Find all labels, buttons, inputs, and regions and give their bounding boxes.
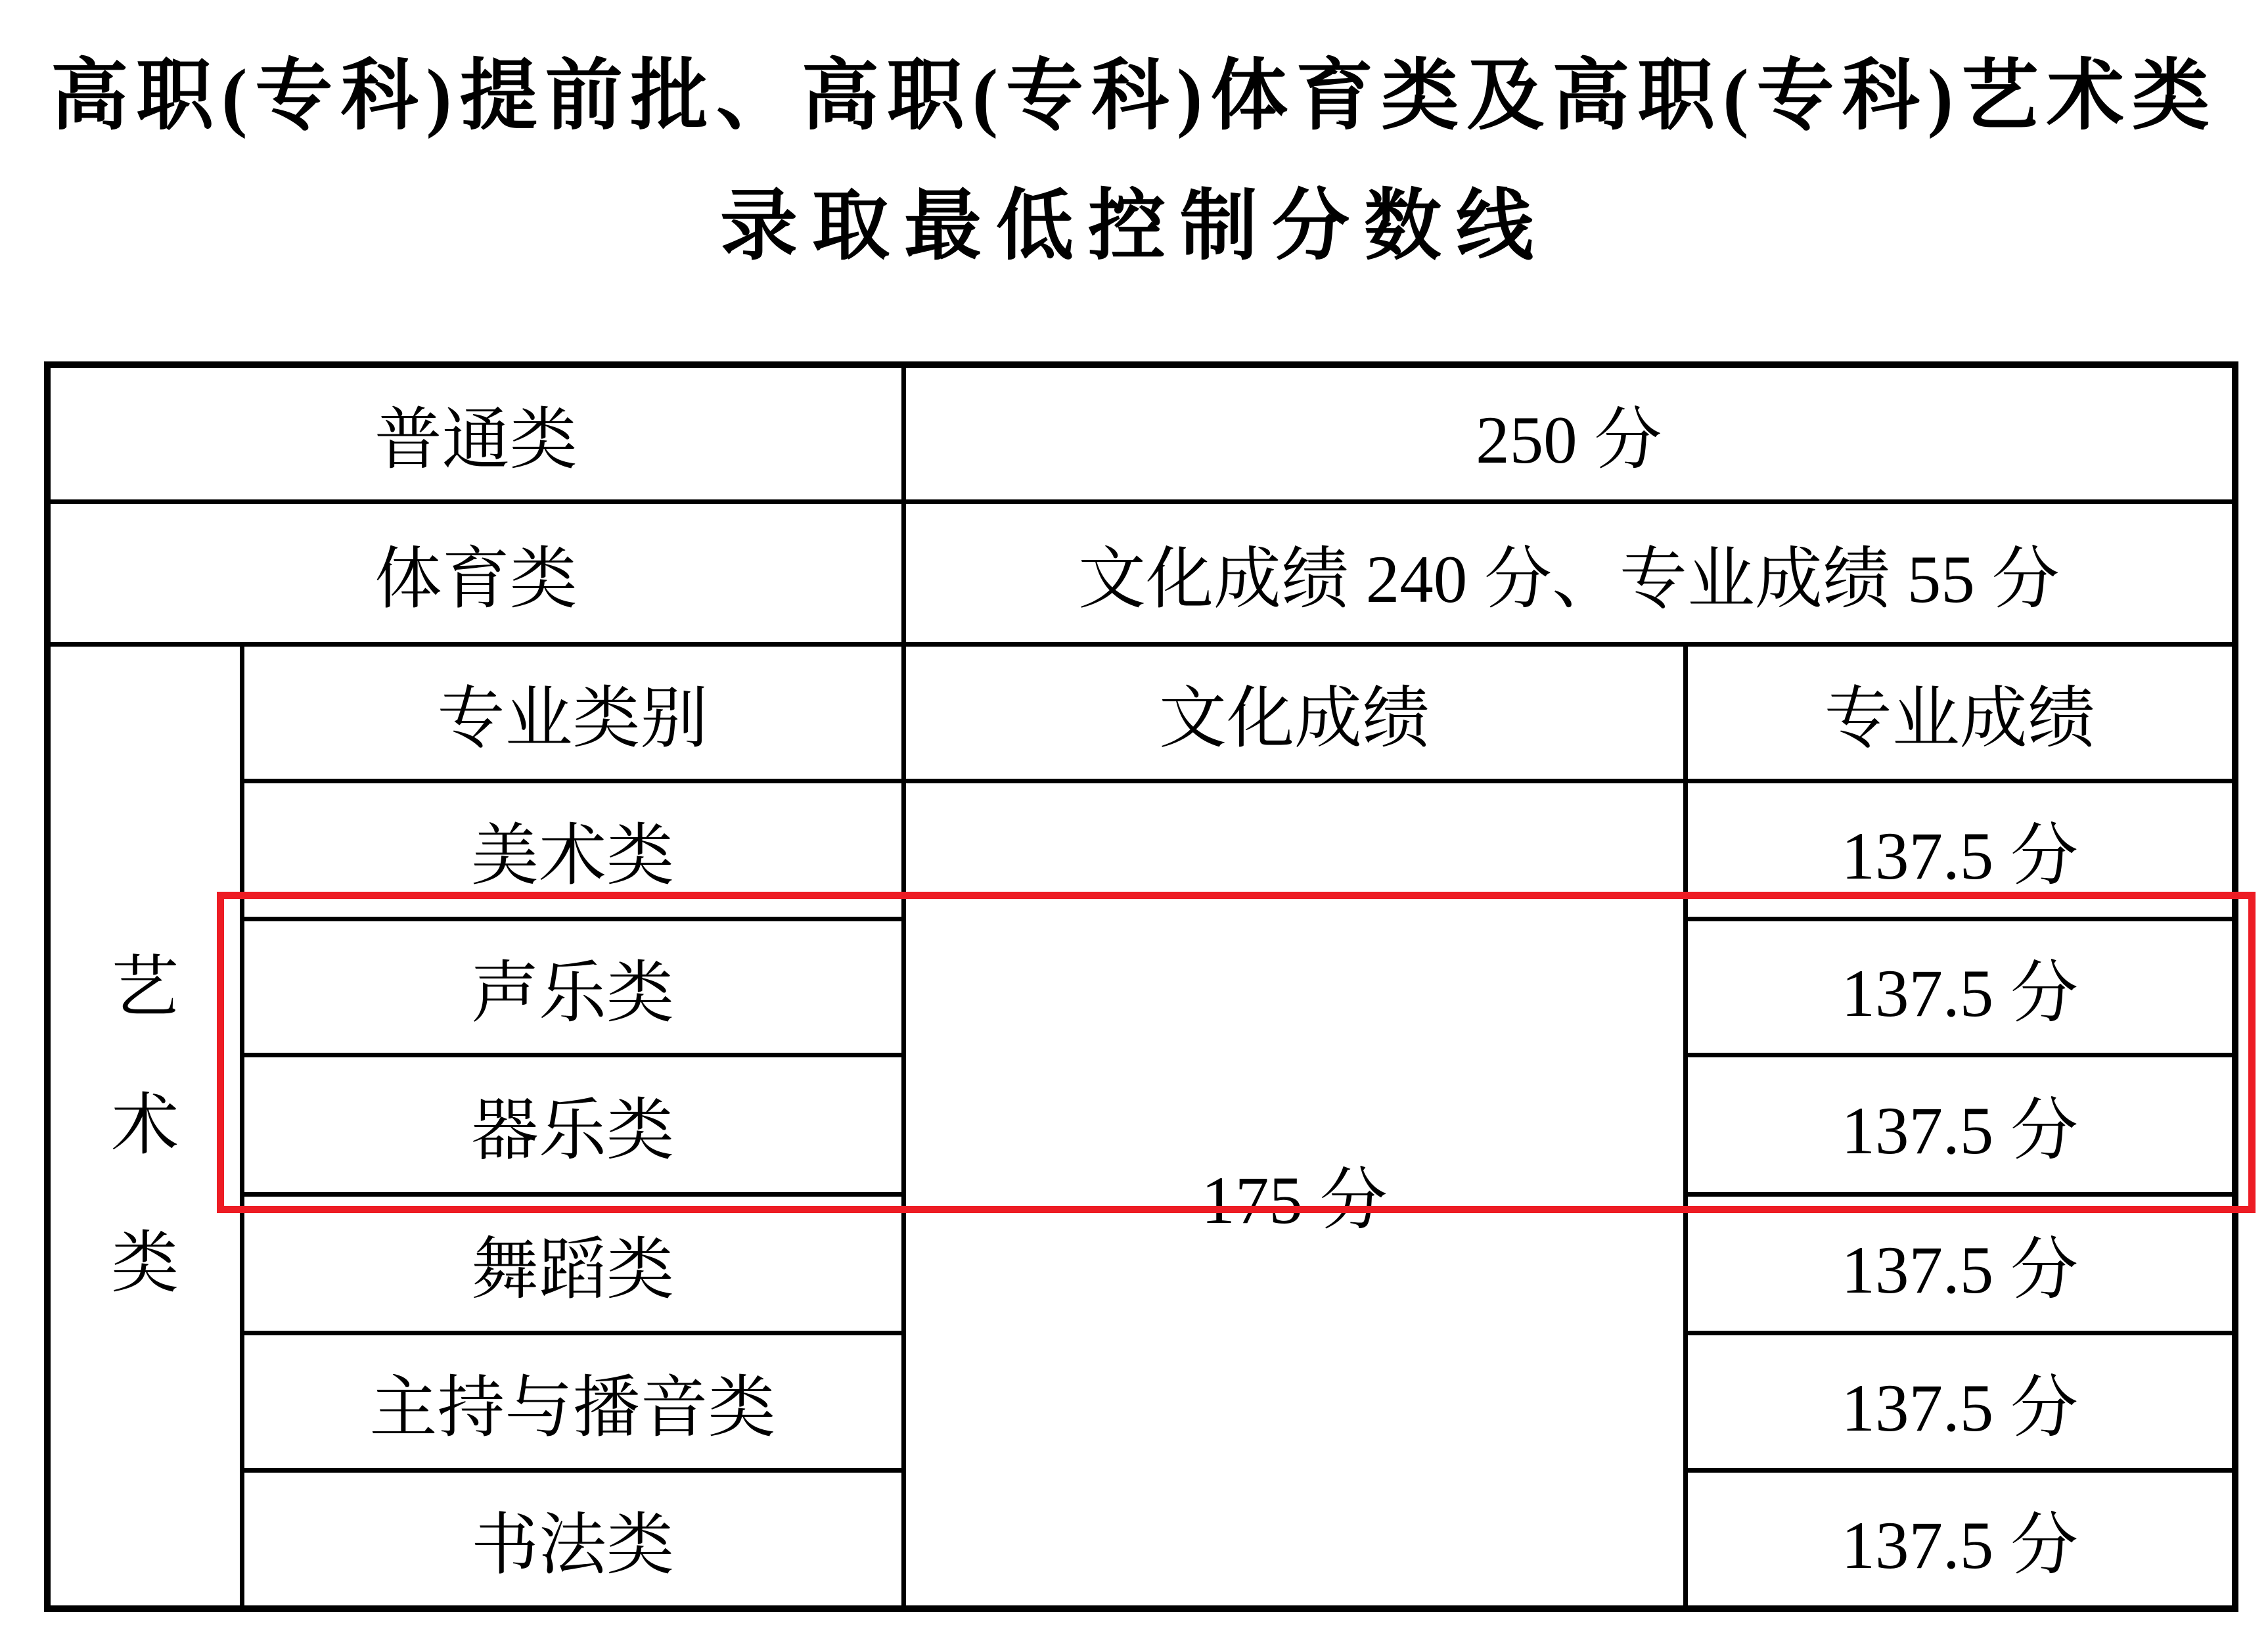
culture-score-value: 175 分 [1201, 1163, 1388, 1239]
row-fine-arts-score: 137.5 分 [1841, 819, 2078, 894]
header-category-cell [242, 644, 903, 781]
art-group-char-3: 类 [111, 1226, 179, 1302]
art-category-group-label [51, 919, 240, 1333]
row-fine-arts-label: 美术类 [471, 819, 674, 894]
row-dance-score: 137.5 分 [1841, 1232, 2078, 1308]
sports-category-label: 体育类 [374, 541, 578, 617]
title-line-1: 高职(专科)提前批、高职(专科)体育类及高职(专科)艺术类 [51, 53, 2217, 139]
row-hosting-broadcasting-score-cell [1685, 1333, 2235, 1470]
art-group-char-2: 术 [111, 1088, 179, 1164]
sports-category-score: 文化成绩 240 分、专业成绩 55 分 [1078, 541, 2060, 617]
row-calligraphy-score: 137.5 分 [1841, 1507, 2078, 1583]
row-hosting-broadcasting-score: 137.5 分 [1841, 1370, 2078, 1446]
header-culture-score: 文化成绩 [1159, 681, 1430, 756]
table-row [47, 365, 2235, 501]
row-dance-score-cell [1685, 1194, 2235, 1333]
general-category-score-cell [903, 365, 2235, 501]
title-line-2: 录取最低控制分数线 [719, 183, 1548, 269]
sports-category-score-cell [903, 501, 2235, 644]
art-group-char-1: 艺 [111, 950, 179, 1026]
row-hosting-broadcasting-label-cell [242, 1333, 903, 1470]
row-vocal-music-label: 声乐类 [471, 955, 674, 1031]
document-title [0, 53, 2268, 269]
sports-category-label-cell [47, 501, 903, 644]
row-fine-arts-label-cell [242, 781, 903, 919]
merged-culture-score-cell [903, 781, 1685, 1609]
row-calligraphy-score-cell [1685, 1470, 2235, 1609]
general-category-label-cell [47, 365, 903, 501]
row-vocal-music-score-cell [1685, 919, 2235, 1055]
table-row [47, 644, 2235, 781]
score-table [44, 361, 2238, 1612]
row-instrumental-music-label: 器乐类 [471, 1093, 674, 1168]
header-category: 专业类别 [437, 681, 708, 756]
row-instrumental-music-label-cell [242, 1055, 903, 1194]
row-dance-label-cell [242, 1194, 903, 1333]
table-row [47, 781, 2235, 919]
row-vocal-music-score: 137.5 分 [1841, 955, 2078, 1031]
row-dance-label: 舞蹈类 [471, 1232, 674, 1308]
table-row [47, 501, 2235, 644]
row-instrumental-music-score: 137.5 分 [1841, 1093, 2078, 1168]
art-category-group-cell [47, 644, 242, 1609]
row-calligraphy-label: 书法类 [471, 1507, 674, 1583]
header-culture-score-cell [903, 644, 1685, 781]
row-instrumental-music-score-cell [1685, 1055, 2235, 1194]
row-fine-arts-score-cell [1685, 781, 2235, 919]
general-category-label: 普通类 [374, 402, 578, 478]
row-calligraphy-label-cell [242, 1470, 903, 1609]
general-category-score: 250 分 [1476, 402, 1662, 478]
row-hosting-broadcasting-label: 主持与播音类 [369, 1370, 776, 1446]
header-major-score-cell [1685, 644, 2235, 781]
header-major-score: 专业成绩 [1824, 681, 2095, 756]
row-vocal-music-label-cell [242, 919, 903, 1055]
